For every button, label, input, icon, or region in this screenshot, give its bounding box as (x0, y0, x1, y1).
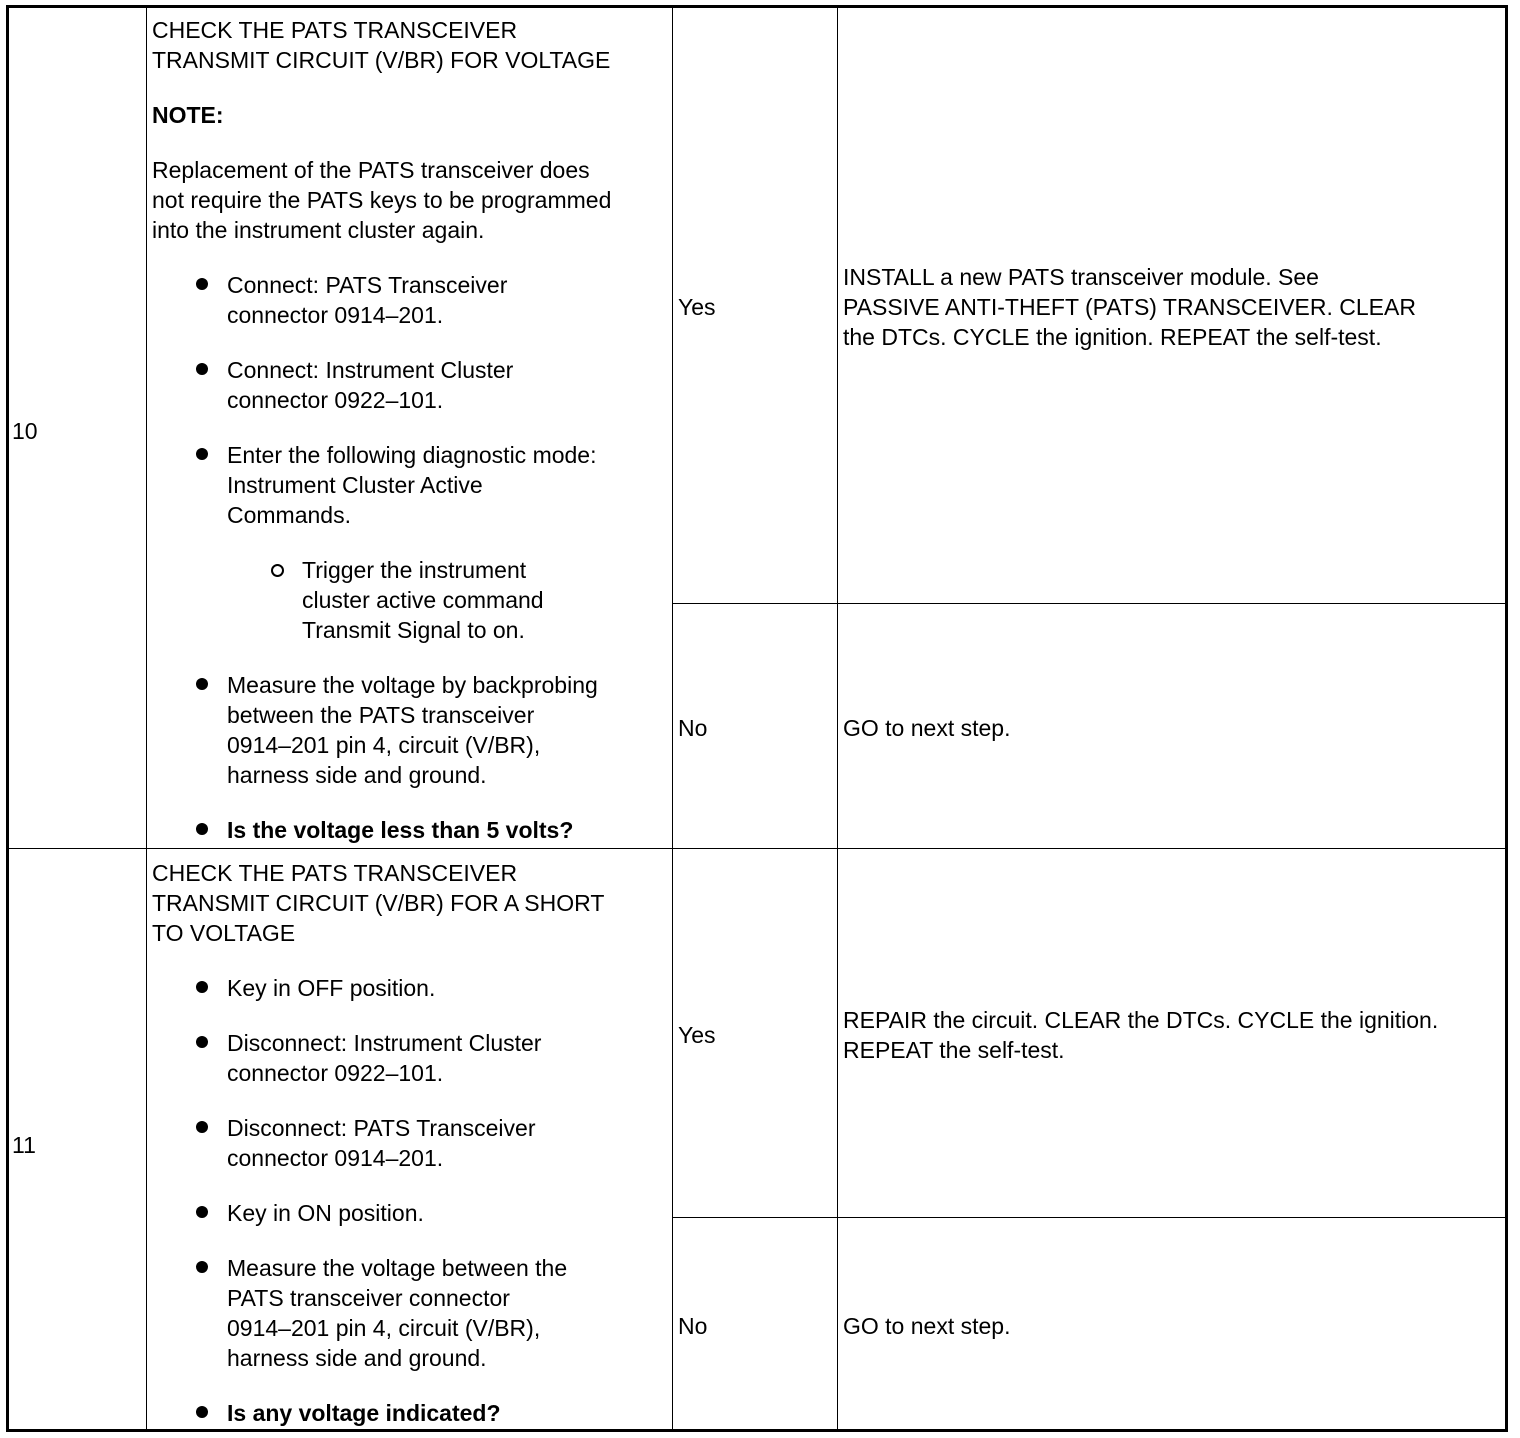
bullet-text-line: Commands. (227, 502, 351, 528)
bullet-text-line: Key in OFF position. (227, 975, 436, 1001)
col-divider-action (672, 8, 673, 1429)
bullet-text-line: Measure the voltage between the (227, 1255, 568, 1281)
step-title-line: CHECK THE PATS TRANSCEIVER (152, 860, 518, 886)
note-label: NOTE: (152, 102, 224, 128)
no-label: No (678, 715, 708, 741)
sub-bullet-icon (271, 564, 284, 577)
step-title-line: TO VOLTAGE (152, 920, 296, 946)
bullet-icon (196, 448, 208, 460)
row-divider (9, 848, 1505, 849)
sub-bullet-text-line: Transmit Signal to on. (302, 617, 525, 643)
col-divider-step (146, 8, 147, 1429)
bullet-text-line: PATS transceiver connector (227, 1285, 510, 1311)
bullet-text-line: Disconnect: PATS Transceiver (227, 1115, 536, 1141)
sub-bullet-text-line: Trigger the instrument (302, 557, 527, 583)
question-text: Is any voltage indicated? (227, 1400, 501, 1426)
bullet-icon (196, 363, 208, 375)
bullet-icon (196, 678, 208, 690)
sub-bullet-text-line: cluster active command (302, 587, 544, 613)
yes-no-divider-row10 (672, 603, 1505, 604)
yes-action-line: PASSIVE ANTI-THEFT (PATS) TRANSCEIVER. CLEAR (843, 294, 1416, 320)
bullet-icon (196, 1406, 208, 1418)
bullet-text-line: connector 0914–201. (227, 1145, 444, 1171)
note-text-line: into the instrument cluster again. (152, 217, 485, 243)
step-title-line: TRANSMIT CIRCUIT (V/BR) FOR VOLTAGE (152, 47, 611, 73)
yes-label: Yes (678, 1022, 716, 1048)
bullet-text-line: between the PATS transceiver (227, 702, 535, 728)
bullet-text-line: Connect: PATS Transceiver (227, 272, 508, 298)
note-text-line: not require the PATS keys to be programmed (152, 187, 612, 213)
no-action: GO to next step. (843, 1313, 1011, 1339)
bullet-text-line: Enter the following diagnostic mode: (227, 442, 597, 468)
step-number: 10 (12, 418, 38, 444)
bullet-text-line: Connect: Instrument Cluster (227, 357, 514, 383)
note-text-line: Replacement of the PATS transceiver does (152, 157, 590, 183)
bullet-icon (196, 278, 208, 290)
bullet-text-line: 0914–201 pin 4, circuit (V/BR), (227, 732, 541, 758)
yes-label: Yes (678, 294, 716, 320)
bullet-text-line: Measure the voltage by backprobing (227, 672, 598, 698)
no-label: No (678, 1313, 708, 1339)
bullet-icon (196, 981, 208, 993)
yes-no-divider-row11 (672, 1217, 1505, 1218)
bullet-text-line: Key in ON position. (227, 1200, 424, 1226)
bullet-icon (196, 823, 208, 835)
yes-action-line: REPAIR the circuit. CLEAR the DTCs. CYCLE the ignition. (843, 1007, 1439, 1033)
step-number: 11 (12, 1132, 36, 1158)
bullet-text-line: harness side and ground. (227, 1345, 487, 1371)
diagnostic-table (6, 5, 1508, 1432)
no-action: GO to next step. (843, 715, 1011, 741)
step-title-line: TRANSMIT CIRCUIT (V/BR) FOR A SHORT (152, 890, 605, 916)
bullet-text-line: 0914–201 pin 4, circuit (V/BR), (227, 1315, 541, 1341)
step-title-line: CHECK THE PATS TRANSCEIVER (152, 17, 518, 43)
bullet-text-line: connector 0922–101. (227, 387, 444, 413)
bullet-icon (196, 1036, 208, 1048)
question-text: Is the voltage less than 5 volts? (227, 817, 574, 843)
bullet-text-line: harness side and ground. (227, 762, 487, 788)
yes-action-line: INSTALL a new PATS transceiver module. See (843, 264, 1319, 290)
bullet-icon (196, 1261, 208, 1273)
bullet-text-line: connector 0922–101. (227, 1060, 444, 1086)
col-divider-result (837, 8, 838, 1429)
bullet-icon (196, 1121, 208, 1133)
bullet-text-line: Instrument Cluster Active (227, 472, 483, 498)
bullet-icon (196, 1206, 208, 1218)
yes-action-line: the DTCs. CYCLE the ignition. REPEAT the self-test. (843, 324, 1382, 350)
bullet-text-line: connector 0914–201. (227, 302, 444, 328)
bullet-text-line: Disconnect: Instrument Cluster (227, 1030, 542, 1056)
yes-action-line: REPEAT the self-test. (843, 1037, 1065, 1063)
